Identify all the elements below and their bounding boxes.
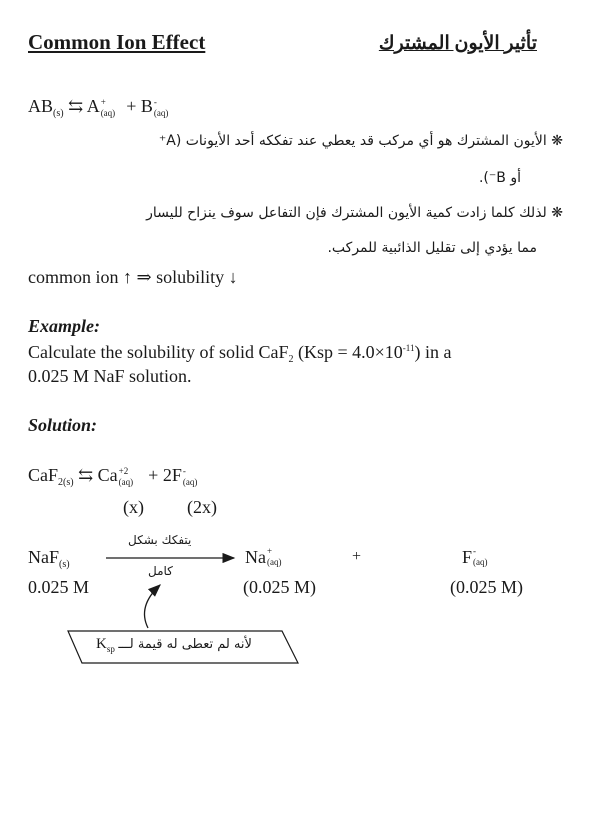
- solution-heading: Solution:: [28, 415, 98, 435]
- naf-reactant: NaF$_{(s)}$: [28, 547, 70, 570]
- note-2-line-1: ❋ لذلك كلما زادت كمية الأيون المشترك فإن التفاعل سوف ينزاح لليسار: [146, 205, 563, 221]
- example-heading: Example:: [28, 316, 100, 336]
- naf-concentration: 0.025 M: [28, 577, 90, 597]
- f-concentration: (0.025 M): [450, 577, 523, 597]
- equilibrium-arrow: ⇆: [78, 465, 94, 485]
- bullet-icon: ❋: [551, 205, 563, 221]
- plus-sign: +: [352, 548, 362, 565]
- title-english: Common Ion Effect: [28, 30, 206, 54]
- equilibrium-arrow: ⇆: [68, 96, 84, 116]
- arrow-label-bottom: كامل: [148, 564, 173, 578]
- note-2-line-2: مما يؤدي إلى تقليل الذائبية للمركب.: [327, 240, 537, 256]
- example-line-1: Calculate the solubility of solid CaF$_2$ $(Ksp = 4.0\times 10^{-11})$ in a: [28, 342, 452, 365]
- callout: $K_{sp}$ لأنه لم تعطى له قيمة لـــ: [96, 636, 252, 654]
- cation-a: A: [86, 96, 100, 116]
- note-1-line-2: أو B⁻).: [478, 170, 521, 186]
- general-equilibrium: $AB_{(s)}$ ⇆ A + (aq) + B - (aq): [28, 96, 169, 119]
- na-cation: Na + (aq): [245, 546, 282, 567]
- example-line-2: 0.025 M NaF solution.: [28, 366, 192, 386]
- pointer-arrow-icon: [144, 585, 160, 628]
- title-arabic: تأثير الأيون المشترك: [378, 33, 537, 54]
- f-anion: F - (aq): [462, 546, 488, 567]
- reactant-ab: AB: [28, 96, 54, 116]
- arrow-label-top: يتفكك بشكل: [128, 533, 192, 547]
- note-1-line-1: ❋ الأيون المشترك هو أي مركب قد يعطي عند تفككه أحد الأيونات (A⁺: [158, 133, 563, 149]
- anion-b: B: [140, 96, 153, 116]
- two-x-label: (2x): [187, 497, 217, 517]
- caf2-equilibrium: CaF$_{2(s)}$ ⇆ Ca +2 (aq) + 2F - (aq): [28, 465, 198, 488]
- na-concentration: (0.025 M): [243, 577, 316, 597]
- callout-text: لأنه لم تعطى له قيمة لـــ: [118, 637, 252, 652]
- bullet-icon: ❋: [551, 133, 563, 149]
- x-label: (x): [123, 497, 144, 517]
- common-ion-rule: common ion ↑ ⇒ solubility ↓: [28, 267, 238, 287]
